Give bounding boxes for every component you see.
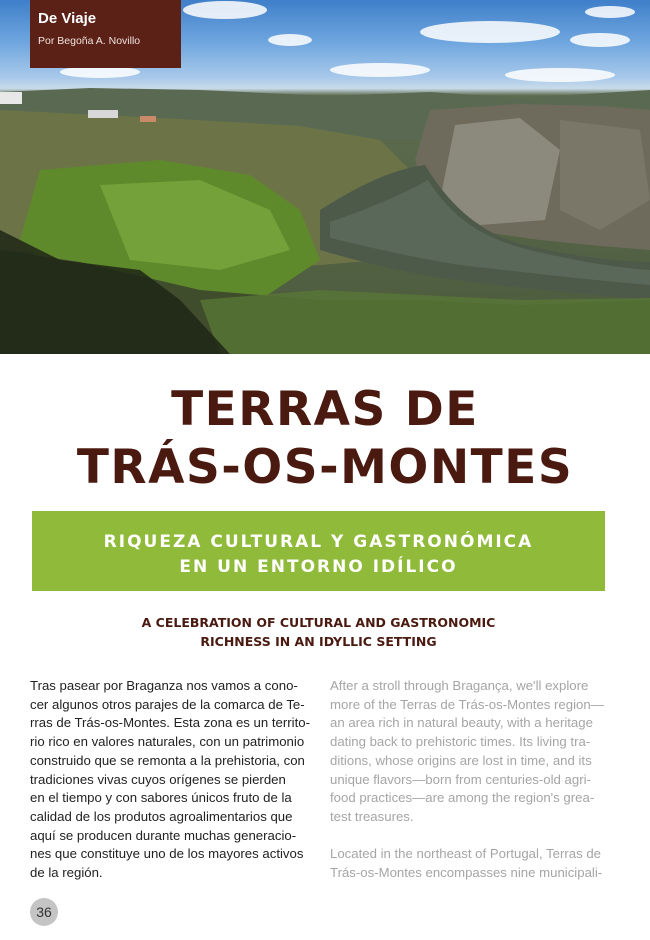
body-line: nes que constituye uno de los mayores activos: [30, 846, 304, 862]
body-line: rio rico en valores naturales, con un patrimonio: [30, 734, 305, 750]
section-tag: [30, 0, 181, 68]
banner-line-1: RIQUEZA CULTURAL Y GASTRONÓMICA: [103, 532, 534, 552]
english-body-column: [330, 677, 607, 883]
paragraph-gap: [330, 827, 607, 846]
main-title-line-1: TERRAS DE: [171, 382, 479, 437]
page-number: 36: [30, 898, 58, 926]
body-line: Trás-os-Montes encompasses nine municipali-: [330, 865, 603, 881]
body-line: unique flavors—born from centuries-old agri-: [330, 771, 591, 787]
body-line: calidad de los produtos agroalimentarios que: [30, 808, 293, 824]
english-subtitle-line-1: A CELEBRATION OF CULTURAL AND GASTRONOMIC: [141, 615, 496, 630]
body-line: tradiciones vivas cuyos orígenes se pierden: [30, 771, 286, 787]
body-line: Tras pasear por Braganza nos vamos a cono-: [30, 678, 298, 693]
body-line: more of the Terras de Trás-os-Montes region—: [330, 696, 604, 712]
body-line: cer algunos otros parajes de la comarca de Te-: [30, 696, 305, 712]
english-subtitle-line-2: RICHNESS IN AN IDYLLIC SETTING: [200, 634, 437, 649]
section-title: De Viaje: [38, 10, 97, 27]
body-line: food practices—are among the region's grea-: [330, 790, 595, 806]
body-line: aquí se producen durante muchas generacio-: [30, 827, 297, 843]
body-line: ditions, whose origins are lost in time, and its: [330, 752, 592, 768]
author-byline: Por Begoña A. Novillo: [38, 35, 141, 47]
main-title-line-2: TRÁS-OS-MONTES: [76, 440, 574, 495]
spanish-body-column: [30, 677, 310, 883]
body-line: After a stroll through Bragança, we'll explore: [330, 678, 589, 693]
body-line: en el tiempo y con sabores únicos fruto de la: [30, 790, 292, 806]
body-line: Located in the northeast of Portugal, Terras de: [330, 846, 602, 862]
body-line: an area rich in natural beauty, with a heritage: [330, 715, 593, 731]
body-line: construido que se remonta a la prehistoria, con: [30, 752, 305, 768]
body-line: test treasures.: [330, 808, 414, 824]
body-line: de la región.: [30, 865, 103, 881]
body-line: dating back to prehistoric times. Its living tra-: [330, 734, 591, 750]
spanish-subtitle-banner: [32, 511, 605, 591]
body-line: rras de Trás-os-Montes. Esta zona es un territo-: [30, 715, 310, 731]
banner-line-2: EN UN ENTORNO IDÍLICO: [179, 557, 458, 577]
